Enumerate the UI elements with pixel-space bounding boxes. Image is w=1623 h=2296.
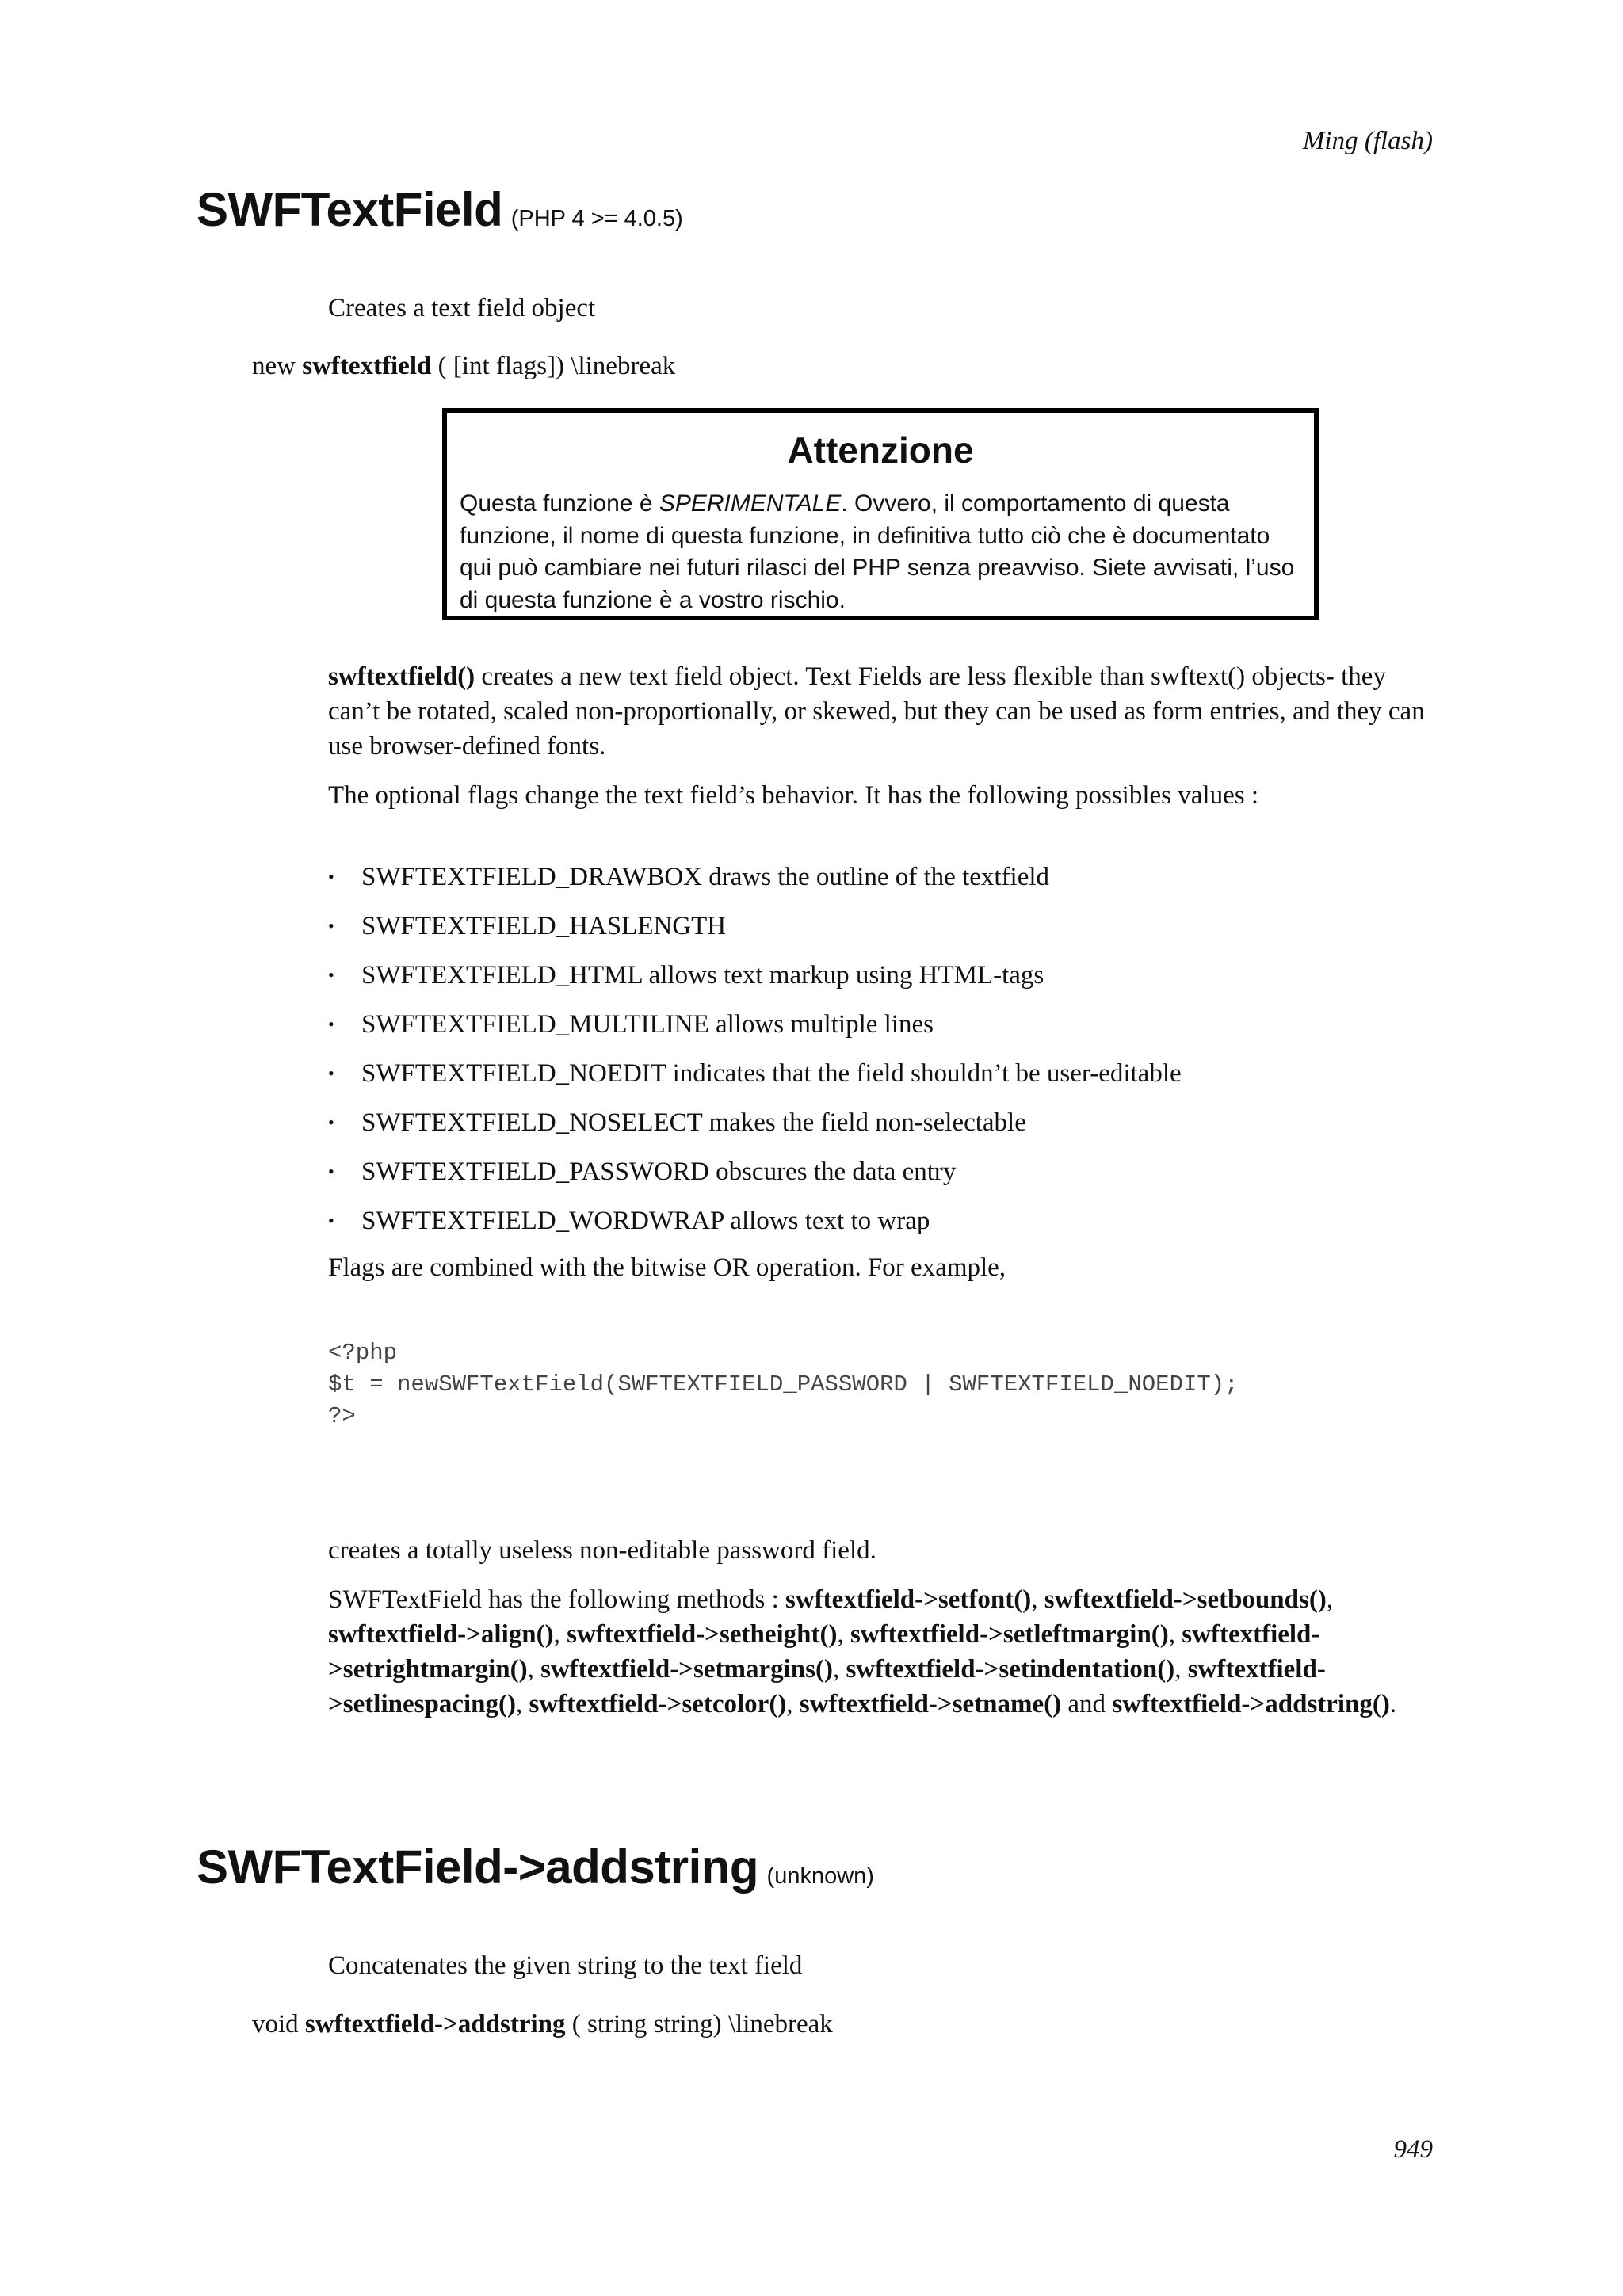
version-info: (PHP 4 >= 4.0.5) xyxy=(510,206,683,231)
function-name: SWFTextField xyxy=(197,183,503,236)
method-name: swftextfield->setindentation() xyxy=(846,1655,1175,1684)
method-name: swftextfield->setbounds() xyxy=(1044,1585,1327,1614)
entry-heading-addstring xyxy=(197,1840,874,1894)
code-line: $t = newSWFTextField(SWFTEXTFIELD_PASSWORD | SWFTEXTFIELD_NOEDIT); xyxy=(328,1371,1239,1398)
flag-description: SWFTEXTFIELD_NOSELECT makes the field non-selectable xyxy=(361,1108,1026,1137)
method-name: swftextfield->setfont() xyxy=(785,1585,1032,1614)
description-function: swftextfield() xyxy=(328,662,475,691)
return-type: new xyxy=(252,352,296,380)
synopsis-args: ( string string) \linebreak xyxy=(571,2010,833,2039)
method-name: swftextfield->setrightmargin() xyxy=(328,1620,1320,1684)
flag-description: SWFTEXTFIELD_PASSWORD obscures the data entry xyxy=(361,1158,957,1186)
warning-title: Attenzione xyxy=(787,429,974,471)
function-synopsis xyxy=(252,2007,833,2042)
flag-list-item xyxy=(328,1196,1182,1245)
bullet-icon: • xyxy=(328,867,334,887)
function-name: SWFTextField->addstring xyxy=(197,1840,759,1894)
function-synopsis xyxy=(252,349,675,383)
methods-conjunction: and xyxy=(1067,1690,1106,1718)
synopsis-function: swftextfield xyxy=(302,352,432,380)
bullet-icon: • xyxy=(328,1112,334,1132)
page-number: 949 xyxy=(1393,2135,1433,2164)
method-name: swftextfield->setname() xyxy=(799,1690,1062,1718)
flag-list-item xyxy=(328,951,1182,1000)
method-name: swftextfield->setcolor() xyxy=(529,1690,787,1718)
method-name: swftextfield->setmargins() xyxy=(540,1655,833,1684)
after-code-text: creates a totally useless non-editable password field. xyxy=(328,1536,876,1565)
method-name: swftextfield->align() xyxy=(328,1620,554,1649)
version-info: (unknown) xyxy=(766,1863,874,1889)
method-name: swftextfield->setlinespacing() xyxy=(328,1655,1326,1718)
bullet-icon: • xyxy=(328,1063,334,1083)
combine-text: Flags are combined with the bitwise OR operation. For example, xyxy=(328,1253,1006,1282)
warning-text-rest: . Ovvero, il comportamento di questa funzione, il nome di questa funzione, in definitiva tutto ciò che è documentato qui può cambiare nei futuri rilasci del PHP senza preavviso. Siete avvisati, l’uso di questa funzione è a vostro rischio. xyxy=(460,490,1295,613)
flags-intro: The optional flags change the text field’s behavior. It has the following possibles values : xyxy=(328,781,1258,810)
methods-paragraph: SWFTextField has the following methods : swftextfield->setfont(), swftextfield->setbounds(), swftextfield->align(), swftextfield->setheight(), swftextfield->setleftmargin(), swftextfield->setrightmargin(), swftextfield->setmargins(), swftextfield->setindentation(), swftextfield->setlinespacing(), swftextfield->setcolor(), swftextfield->setname() and swftextfield->addstring(). xyxy=(328,1585,1397,1718)
bullet-icon: • xyxy=(328,916,334,936)
method-name: swftextfield->setleftmargin() xyxy=(850,1620,1169,1649)
flag-list-item xyxy=(328,902,1182,951)
flag-list-item xyxy=(328,1000,1182,1049)
purpose-text: Concatenates the given string to the text field xyxy=(328,1951,803,1980)
flag-description: SWFTEXTFIELD_HTML allows text markup using HTML-tags xyxy=(361,961,1044,990)
code-example xyxy=(328,1337,1239,1432)
purpose-text: Creates a text field object xyxy=(328,294,596,322)
flag-list-item xyxy=(328,852,1182,902)
warning-text-start: Questa funzione è xyxy=(460,490,653,517)
entry-heading xyxy=(197,182,683,237)
method-name: swftextfield->setheight() xyxy=(567,1620,838,1649)
warning-text xyxy=(460,488,1298,616)
flags-list xyxy=(328,852,1182,1245)
flag-list-item xyxy=(328,1147,1182,1196)
flag-description: SWFTEXTFIELD_MULTILINE allows multiple lines xyxy=(361,1010,934,1039)
code-line: <?php xyxy=(328,1340,398,1366)
description-paragraph xyxy=(328,659,1438,764)
description-text: creates a new text field object. Text Fields are less flexible than swftext() objects- they can’t be rotated, scaled non-proportionally, or skewed, but they can be used as form entries, and they can use browser-defined fonts. xyxy=(328,662,1425,761)
methods-intro: SWFTextField has the following methods : xyxy=(328,1585,779,1614)
flag-description: SWFTEXTFIELD_DRAWBOX draws the outline of the textfield xyxy=(361,863,1050,891)
flag-list-item xyxy=(328,1098,1182,1147)
bullet-icon: • xyxy=(328,1014,334,1034)
warning-emphasis: SPERIMENTALE xyxy=(659,490,842,517)
method-name: swftextfield->addstring() xyxy=(1112,1690,1390,1718)
flag-description: SWFTEXTFIELD_HASLENGTH xyxy=(361,912,727,940)
flag-description: SWFTEXTFIELD_WORDWRAP allows text to wrap xyxy=(361,1207,930,1235)
synopsis-function: swftextfield->addstring xyxy=(304,2010,566,2039)
synopsis-args: ( [int flags]) \linebreak xyxy=(437,352,676,380)
code-line: ?> xyxy=(328,1403,356,1429)
flag-list-item xyxy=(328,1049,1182,1098)
bullet-icon: • xyxy=(328,965,334,985)
flag-description: SWFTEXTFIELD_NOEDIT indicates that the field shouldn’t be user-editable xyxy=(361,1059,1182,1088)
warning-box xyxy=(442,408,1319,620)
return-type: void xyxy=(252,2010,299,2039)
bullet-icon: • xyxy=(328,1161,334,1181)
bullet-icon: • xyxy=(328,1211,334,1230)
running-header: Ming (flash) xyxy=(1302,127,1433,155)
